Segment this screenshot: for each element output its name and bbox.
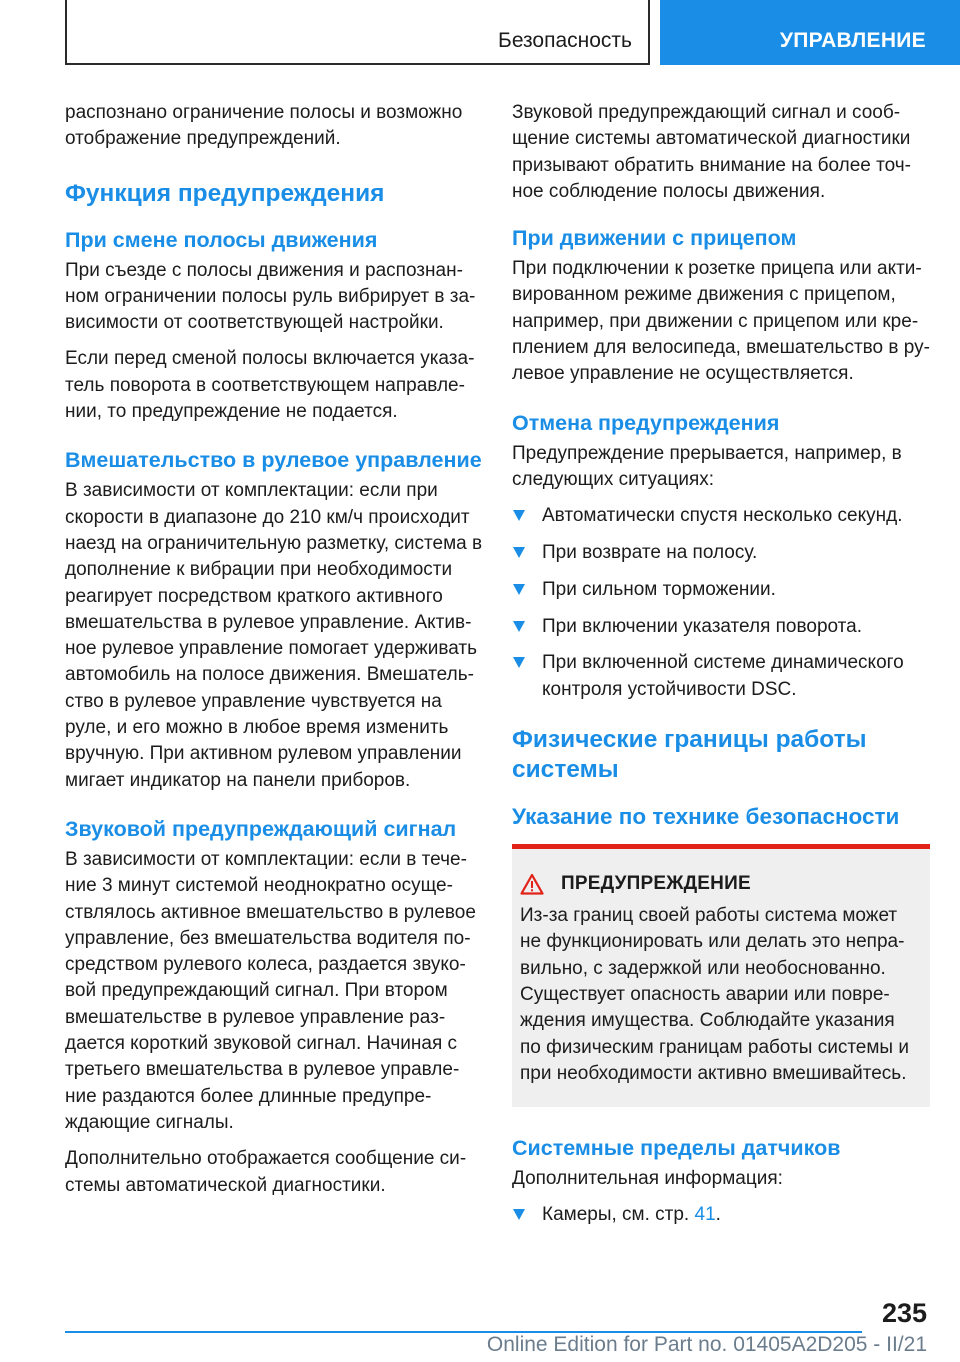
- page-link[interactable]: 41: [694, 1204, 716, 1226]
- paragraph: распознано ограничение полосы и возможно отображение предупреждений.: [65, 102, 463, 150]
- list-item: При сильном торможении.: [512, 577, 930, 603]
- bullet-triangle-icon: [513, 1209, 525, 1220]
- paragraph: Предупреждение прерывается, например, в следующих ситуациях:: [512, 442, 902, 490]
- heading-trailer: При движении с прицепом: [512, 226, 797, 251]
- header-chapter-label: УПРАВЛЕНИЕ: [779, 29, 926, 52]
- warning-title: ПРЕДУПРЕЖДЕНИЕ: [561, 873, 751, 895]
- bullet-triangle-icon: [513, 657, 525, 668]
- paragraph: Дополнительно отображается сообщение системы автоматической диагностики.: [65, 1148, 467, 1196]
- list-item: При включении указателя поворота.: [512, 614, 930, 640]
- cancel-list: [512, 503, 930, 703]
- warning-triangle-icon: [520, 873, 544, 895]
- heading-sensors: Системные пределы датчиков: [512, 1136, 841, 1161]
- warning-header: [520, 873, 916, 895]
- heading-lane-change: При смене полосы движения: [65, 227, 378, 252]
- list-item: Автоматически спустя несколько секунд.: [512, 503, 930, 529]
- heading-function: Функция предупреждения: [65, 179, 385, 207]
- header-chapter-tab[interactable]: [660, 0, 960, 65]
- warning-text: Из-за границ своей работы система может не функционировать или делать это неправильно, с задержкой или необоснованно. Существует опасность аварии или повреждения имущества. Соблюдайте указания по физическим границам работы системы и при необходимости активно вмешивайтесь.: [520, 905, 909, 1084]
- sensor-list: [512, 1202, 930, 1228]
- paragraph: Дополнительная информация:: [512, 1168, 783, 1190]
- bullet-triangle-icon: [513, 584, 525, 595]
- footer-edition: Online Edition for Part no. 01405A2D205 - II/21: [486, 1333, 927, 1356]
- paragraph: Если перед сменой полосы включается указатель поворота в соответствующем направлении, то предупреждение не подается.: [65, 348, 475, 423]
- bullet-triangle-icon: [513, 621, 525, 632]
- bullet-triangle-icon: [513, 547, 525, 558]
- header-section-tab[interactable]: [65, 0, 650, 65]
- heading-safety: Указание по технике безопасности: [512, 804, 900, 830]
- header-section-label: Безопасность: [498, 29, 632, 52]
- heading-cancel: Отмена предупреждения: [512, 410, 780, 435]
- page-number: 235: [881, 1298, 927, 1328]
- bullet-triangle-icon: [513, 510, 525, 521]
- paragraph: В зависимости от комплектации: если в течение 3 минут системой неоднократно осуществлялось активное вмешательство в рулевое управление, без вмешательства водителя посредством рулевого колеса, раздается звуковой предупреждающий сигнал. При втором вмешательстве в рулевое управление раздается короткий звуковой сигнал. Начиная с третьего вмешательства в рулевое управление раздаются более длинные предупреждающие сигналы.: [65, 848, 476, 1133]
- left-column: [65, 100, 483, 1209]
- heading-sound: Звуковой предупреждающий сигнал: [65, 816, 457, 841]
- list-item: При возврате на полосу.: [512, 540, 930, 566]
- paragraph: В зависимости от комплектации: если при скорости в диапазоне до 210 км/ч происходит наезд на ограничительную разметку, система в дополнение к вибрации при необходимости реагирует посредством краткого активного вмешательства в рулевое управление. Активное рулевое управление помогает удерживать автомобиль на полосе движения. Вмешательство в рулевое управление чувствуется на руле, и его можно в любое время изменить вручную. При активном рулевом управлении мигает индикатор на панели приборов.: [65, 480, 483, 791]
- list-item: Камеры, см. стр. 41.: [512, 1202, 930, 1228]
- heading-steering: Вмешательство в рулевое управление: [65, 448, 482, 473]
- paragraph: Звуковой предупреждающий сигнал и сообщение системы автоматической диагностики призывают обратить внимание на более точное соблюдение полосы движения.: [512, 102, 911, 202]
- heading-limits: Физические границы работы системы: [512, 726, 867, 784]
- right-column: [512, 100, 930, 1239]
- paragraph: При съезде с полосы движения и распознанном ограничении полосы руль вибрирует в зависимости от соответствующей настройки.: [65, 259, 476, 334]
- list-item: При включенной системе динамического контроля устойчивости DSC.: [512, 650, 930, 703]
- paragraph: При подключении к розетке прицепа или активированном режиме движения с прицепом, например, при движении с прицепом или креплением для велосипеда, вмешательство в рулевое управление не осуществляется.: [512, 258, 930, 385]
- warning-box: [512, 844, 930, 1107]
